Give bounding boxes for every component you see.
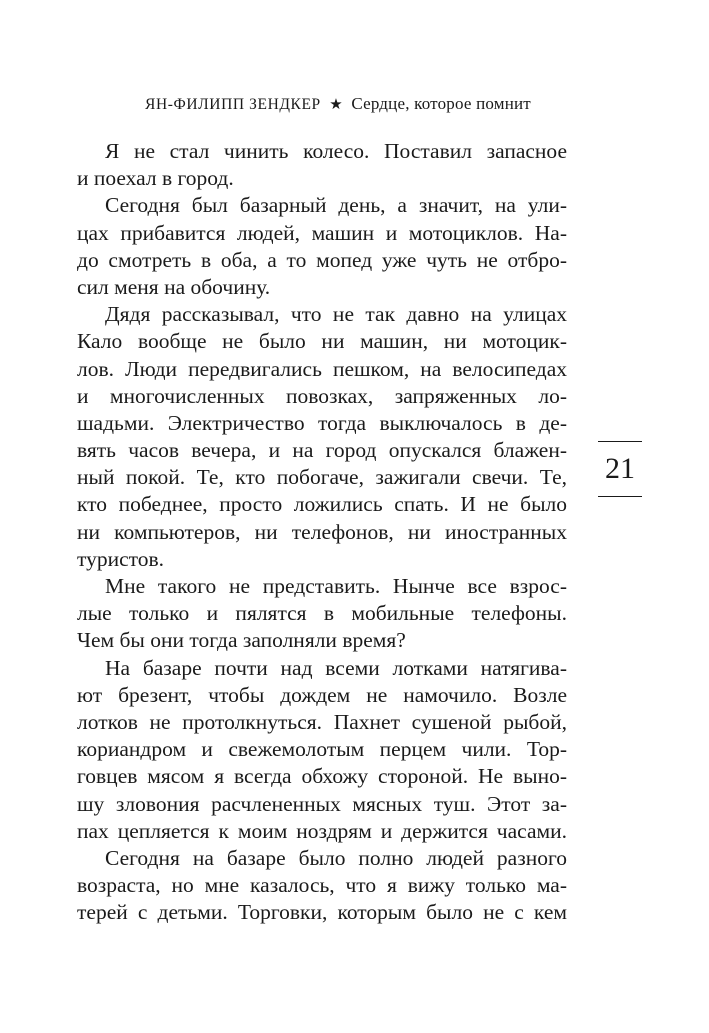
text-line: кориандром и свежемолотым перцем чили. Тор- [77,737,567,762]
text-line: лов. Люди передвигались пешком, на велосипедах [77,356,567,381]
text-line: и поехал в город. [77,166,234,191]
text-line: Дядя рассказывал, что не так давно на улицах [105,302,567,327]
text-line: шу зловония расчлененных мясных туш. Этот за- [77,791,567,816]
star-separator-icon: ★ [329,97,343,113]
text-line: туристов. [77,546,165,571]
text-line: кто победнее, просто ложились спать. И не было [77,492,567,517]
running-head-author: ЯН-ФИЛИПП ЗЕНДКЕР [145,96,321,113]
text-line: Сегодня на базаре было полно людей разного [105,845,567,870]
text-line: лотков не протолкнуться. Пахнет сушеной рыбой, [77,709,567,734]
running-head [108,94,568,114]
text-line: возраста, но мне казалось, что я вижу только ма- [77,873,567,898]
text-line: и многочисленных повозках, запряженных ло- [77,383,567,408]
text-line: пах цепляется к моим ноздрям и держится часами. [77,818,567,843]
page-number-block [598,441,642,497]
text-line: ни компьютеров, ни телефонов, ни иностранных [77,519,567,544]
text-line: сил меня на обочину. [77,274,271,299]
text-line: ют брезент, чтобы дождем не намочило. Возле [77,682,567,707]
text-line: На базаре почти над всеми лотками натягива- [105,655,567,680]
text-line: ный покой. Те, кто побогаче, зажигали свечи. Те, [77,465,567,490]
text-line: Чем бы они тогда заполняли время? [77,628,406,653]
text-line: Я не стал чинить колесо. Поставил запасное [105,139,567,163]
text-line: лые только и пялятся в мобильные телефоны. [77,601,567,626]
running-head-title: Сердце, которое помнит [351,94,531,113]
text-line: Сегодня был базарный день, а значит, на ули- [105,193,567,218]
text-line: говцев мясом я всегда обхожу стороной. Не выно- [77,764,567,789]
page-number: 21 [605,452,635,485]
text-line: Мне такого не представить. Нынче все взрос- [105,574,567,598]
text-line: до смотреть в оба, а то мопед уже чуть не отбро- [77,247,567,272]
text-line: цах прибавится людей, машин и мотоциклов. На- [77,220,567,245]
text-line: терей с детьми. Торговки, которым было не с кем [77,900,567,925]
text-line: Кало вообще не было ни машин, ни мотоцик- [77,329,567,354]
text-line: вять часов вечера, и на город опускался блажен- [77,438,567,463]
body-text [77,138,567,926]
page-number-bottom-rule [598,496,642,497]
text-line: шадьми. Электричество тогда выключалось в де- [77,410,567,435]
